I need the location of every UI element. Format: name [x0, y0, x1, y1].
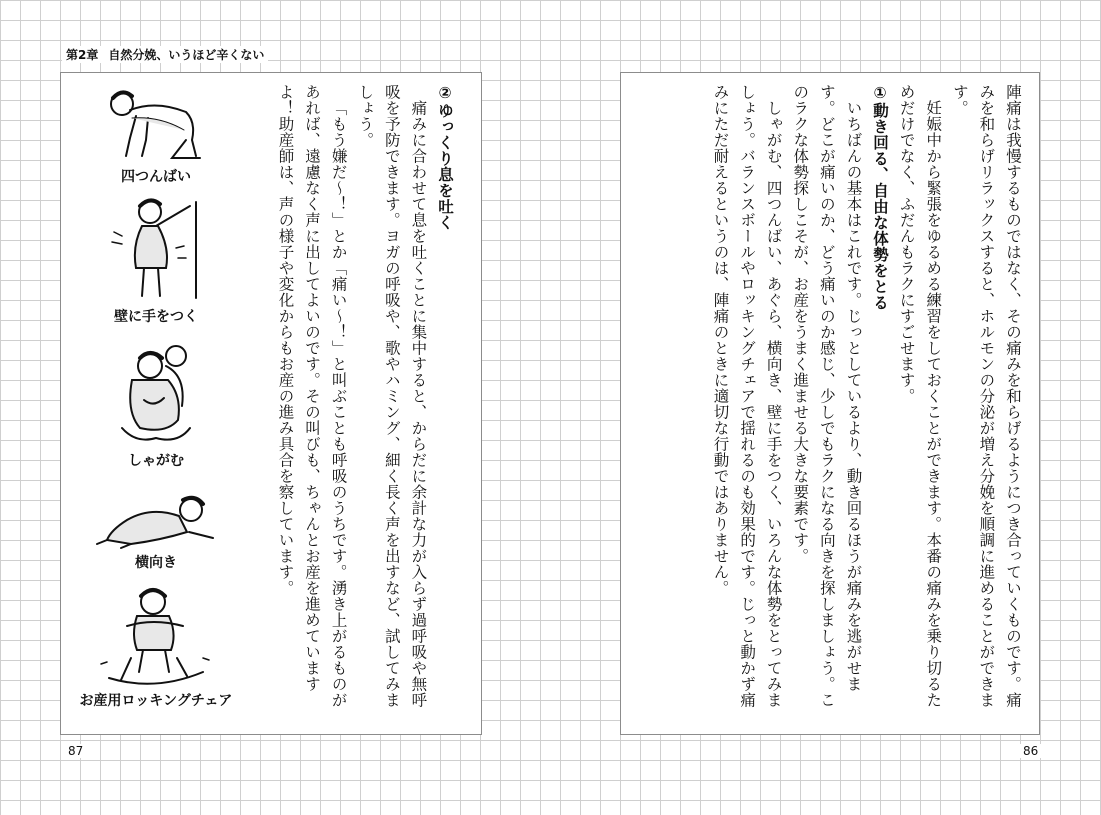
chapter-title: 自然分娩、いうほど辛くない [108, 48, 265, 62]
chapter-header [62, 46, 268, 63]
illustration-caption: しゃがむ [128, 453, 184, 469]
rocking-chair-icon [91, 582, 221, 692]
woman-hand-on-wall-icon [96, 192, 216, 308]
illustration-rocking-chair [76, 582, 236, 710]
illustration-side [76, 486, 236, 572]
illustration-caption: お産用ロッキングチェア [79, 693, 233, 709]
paragraph: しゃがむ、四つんばい、あぐら、横向き、壁に手をつく、いろんな体勢をとってみましょう。バランスボールやロッキングチェアで揺れるのも効果的です。じっと動かず痛みにただ耐えるというのは、陣痛のときに適切な行動ではありません。 [711, 84, 783, 708]
paragraph: いちばんの基本はこれです。じっとしているより、動き回るほうが痛みを逃がせます。どこが痛いのか、どう痛いのか感じ、少しでもラクになる向きを探しましょう。このラクな体勢探しこそが、お産をうまく進ませる大きな要素です。 [791, 84, 863, 708]
section-heading-2: ②ゆっくり息を吐く [436, 84, 454, 231]
right-page-body [664, 84, 1026, 720]
paragraph: 痛みに合わせて息を吐くことに集中すると、からだに余計な力が入らず過呼吸や無呼吸を予防できます。ヨガの呼吸や、歌やハミング、細く長く声を出すなど、試してみましょう。 [356, 84, 428, 708]
section-heading-1: ①動き回る、自由な体勢をとる [871, 84, 890, 311]
page-number-right: 86 [1020, 744, 1041, 758]
woman-lying-sideways-icon [91, 486, 221, 554]
chapter-number: 第2章 [66, 48, 99, 62]
paragraph: 陣痛は我慢するものではなく、その痛みを和らげるようにつき合っていくものです。痛みを和らげリラックスすると、ホルモンの分泌が増え分娩を順調に進めることができます。 [950, 84, 1022, 708]
kneeling-woman-icon [96, 86, 216, 168]
squatting-couple-icon [96, 336, 216, 452]
paragraph: 妊娠中から緊張をゆるめる練習をしておくことができます。本番の痛みを乗り切るためだけでなく、ふだんもラクにすごせます。 [897, 84, 943, 708]
page-number-left: 87 [65, 744, 86, 758]
left-page-body [258, 84, 458, 720]
illustration-caption: 壁に手をつく [114, 309, 198, 325]
illustration-kneeling [76, 86, 236, 186]
illustration-caption: 横向き [135, 555, 177, 571]
illustration-wall [76, 192, 236, 326]
paragraph: 「もう嫌だ〜！」とか「痛い〜！」と叫ぶことも呼吸のうちです。湧き上がるものがあれば、遠慮なく声に出してよいのです。その叫びも、ちゃんとお産を進めていますよ！助産師は、声の様子や変化からもお産の進み具合を察しています。 [276, 84, 348, 708]
illustration-caption: 四つんばい [121, 169, 191, 185]
illustration-squat [76, 336, 236, 470]
